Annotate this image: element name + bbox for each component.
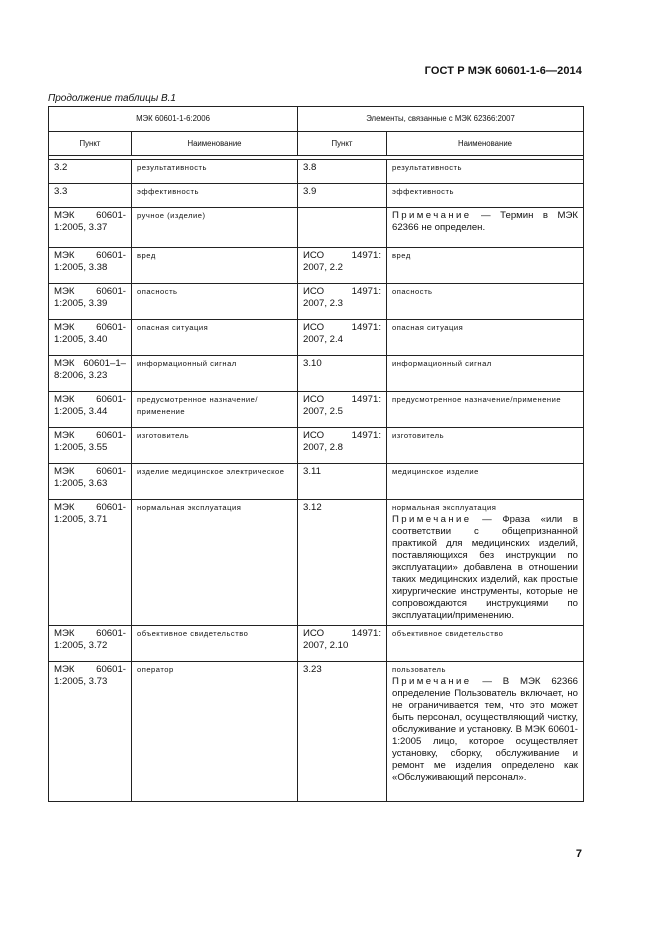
table-row — [49, 160, 584, 184]
table-row — [49, 356, 584, 392]
term-right-cell — [387, 464, 584, 500]
group-header-left: МЭК 60601-1-6:2006 — [49, 107, 298, 132]
clause-text: МЭК 60601-1:2005, 3.72 — [54, 628, 126, 651]
column-header-row — [49, 132, 584, 156]
clause-left-cell — [49, 184, 132, 208]
table-row — [49, 500, 584, 626]
col-header-clause-right: Пункт — [298, 132, 387, 156]
clause-text: МЭК 60601-1:2005, 3.39 — [54, 286, 126, 309]
term-left-cell — [132, 428, 298, 464]
table-body — [49, 160, 584, 802]
term-text: информационный сигнал — [392, 359, 492, 368]
term-text: ручное (изделие) — [137, 211, 206, 220]
clause-text: МЭК 60601–1–8:2006, 3.23 — [54, 358, 126, 381]
note-text — [392, 514, 578, 622]
term-text: информационный сигнал — [137, 359, 237, 368]
clause-left-cell — [49, 662, 132, 802]
term-right-cell — [387, 626, 584, 662]
clause-left-cell — [49, 464, 132, 500]
clause-right-cell — [298, 160, 387, 184]
clause-text: ИСО 14971: 2007, 2.8 — [303, 430, 381, 453]
clause-text: МЭК 60601-1:2005, 3.73 — [54, 664, 126, 687]
clause-text: 3.2 — [54, 162, 68, 173]
term-right-cell — [387, 392, 584, 428]
clause-right-cell — [298, 320, 387, 356]
term-left-cell — [132, 662, 298, 802]
table-row — [49, 248, 584, 284]
clause-text: 3.11 — [303, 466, 321, 477]
table-row — [49, 184, 584, 208]
clause-text: ИСО 14971: 2007, 2.10 — [303, 628, 381, 651]
term-text: опасность — [392, 287, 433, 296]
clause-text: МЭК 60601-1:2005, 3.44 — [54, 394, 126, 417]
term-right-cell — [387, 428, 584, 464]
term-text: эффективность — [392, 187, 454, 196]
clause-right-cell — [298, 626, 387, 662]
term-text: результативность — [137, 163, 207, 172]
clause-text: 3.8 — [303, 162, 317, 173]
note-text — [392, 676, 578, 784]
term-left-cell — [132, 208, 298, 248]
term-text: оператор — [137, 665, 174, 674]
clause-text: МЭК 60601-1:2005, 3.37 — [54, 210, 126, 233]
clause-text: ИСО 14971: 2007, 2.2 — [303, 250, 381, 273]
term-left-cell — [132, 464, 298, 500]
term-left-cell — [132, 626, 298, 662]
clause-text: ИСО 14971: 2007, 2.4 — [303, 322, 381, 345]
clause-text: 3.9 — [303, 186, 317, 197]
clause-text: МЭК 60601-1:2005, 3.38 — [54, 250, 126, 273]
note-label: Примечание — [392, 676, 472, 687]
note-label: Примечание — [392, 210, 472, 221]
term-right-cell — [387, 284, 584, 320]
clause-left-cell — [49, 500, 132, 626]
clause-left-cell — [49, 208, 132, 248]
term-left-cell — [132, 248, 298, 284]
clause-text: 3.10 — [303, 358, 322, 369]
term-text: нормальная эксплуатация — [137, 503, 242, 512]
clause-text: 3.3 — [54, 186, 68, 197]
term-right-cell — [387, 184, 584, 208]
term-left-cell — [132, 184, 298, 208]
term-text: вред — [392, 251, 411, 260]
group-header-row — [49, 107, 584, 132]
col-header-name-right: Наименование — [387, 132, 584, 156]
term-left-cell — [132, 160, 298, 184]
table-row — [49, 626, 584, 662]
term-text: опасная ситуация — [137, 323, 209, 332]
note-label: Примечание — [392, 514, 472, 525]
term-text: эффективность — [137, 187, 199, 196]
clause-left-cell — [49, 626, 132, 662]
term-text: изделие медицинское электрическое — [137, 467, 285, 476]
table-row — [49, 662, 584, 802]
term-text: предусмотренное назначение/применение — [392, 395, 562, 404]
clause-right-cell — [298, 464, 387, 500]
term-text: пользователь — [392, 665, 446, 674]
clause-right-cell — [298, 500, 387, 626]
comparison-table — [48, 106, 584, 802]
page-number: 7 — [575, 848, 582, 860]
term-right-cell — [387, 248, 584, 284]
term-left-cell — [132, 284, 298, 320]
table-row — [49, 464, 584, 500]
term-text: объективное свидетельство — [392, 629, 504, 638]
clause-right-cell — [298, 392, 387, 428]
term-text: предусмотренное назначение/применение — [137, 395, 258, 416]
clause-right-cell — [298, 356, 387, 392]
clause-left-cell — [49, 160, 132, 184]
clause-left-cell — [49, 320, 132, 356]
clause-text: МЭК 60601-1:2005, 3.71 — [54, 502, 126, 525]
table-row — [49, 208, 584, 248]
term-right-cell — [387, 500, 584, 626]
col-header-name-left: Наименование — [132, 132, 298, 156]
clause-right-cell — [298, 248, 387, 284]
document-standard-header: ГОСТ Р МЭК 60601-1-6—2014 — [424, 65, 582, 77]
clause-left-cell — [49, 392, 132, 428]
note-body: — В МЭК 62366 определение Пользователь включает, но не ограничивается тем, что это может быть персонал, осуществляющий чистку, обслуживание и установку. В МЭК 60601-1:2005 лицо, которое осуществляет установку, сборку, обслуживание и ремонт ме изделия определено как «Обслуживающий персонал». — [392, 676, 579, 783]
term-right-cell — [387, 160, 584, 184]
term-text: медицинское изделие — [392, 467, 479, 476]
clause-right-cell — [298, 284, 387, 320]
col-header-clause-left: Пункт — [49, 132, 132, 156]
clause-text: 3.23 — [303, 664, 322, 675]
term-right-cell — [387, 320, 584, 356]
note-body: — Фраза «или в соответствии с общепризнанной практикой для медицинских изделий, поставляющихся без инструкции по эксплуатации» добавлена в отношении таких медицинских изделий, как простые хирургические инструменты, которые не сопровождаются инструкциями по эксплуатации/применению. — [392, 514, 579, 621]
clause-right-cell — [298, 428, 387, 464]
table-row — [49, 284, 584, 320]
term-text: опасность — [137, 287, 178, 296]
table-caption: Продолжение таблицы В.1 — [48, 93, 176, 104]
clause-text: ИСО 14971: 2007, 2.3 — [303, 286, 381, 309]
clause-left-cell — [49, 428, 132, 464]
clause-text: МЭК 60601-1:2005, 3.63 — [54, 466, 126, 489]
term-text: результативность — [392, 163, 462, 172]
term-right-cell — [387, 356, 584, 392]
clause-text: МЭК 60601-1:2005, 3.55 — [54, 430, 126, 453]
clause-text: МЭК 60601-1:2005, 3.40 — [54, 322, 126, 345]
term-text: нормальная эксплуатация — [392, 503, 497, 512]
term-left-cell — [132, 392, 298, 428]
term-text: объективное свидетельство — [137, 629, 249, 638]
note-text — [392, 210, 578, 234]
clause-text: ИСО 14971: 2007, 2.5 — [303, 394, 381, 417]
term-left-cell — [132, 500, 298, 626]
term-text: изготовитель — [392, 431, 445, 440]
clause-right-cell — [298, 208, 387, 248]
clause-right-cell — [298, 184, 387, 208]
table-row — [49, 428, 584, 464]
term-text: вред — [137, 251, 156, 260]
note-body: — Термин в МЭК 62366 не определен. — [392, 210, 579, 233]
term-left-cell — [132, 356, 298, 392]
clause-left-cell — [49, 248, 132, 284]
clause-left-cell — [49, 356, 132, 392]
clause-text: 3.12 — [303, 502, 322, 513]
table-row — [49, 392, 584, 428]
term-right-cell — [387, 208, 584, 248]
term-text: опасная ситуация — [392, 323, 464, 332]
clause-right-cell — [298, 662, 387, 802]
term-right-cell — [387, 662, 584, 802]
group-header-right: Элементы, связанные с МЭК 62366:2007 — [298, 107, 584, 132]
clause-left-cell — [49, 284, 132, 320]
term-left-cell — [132, 320, 298, 356]
term-text: изготовитель — [137, 431, 190, 440]
table-row — [49, 320, 584, 356]
